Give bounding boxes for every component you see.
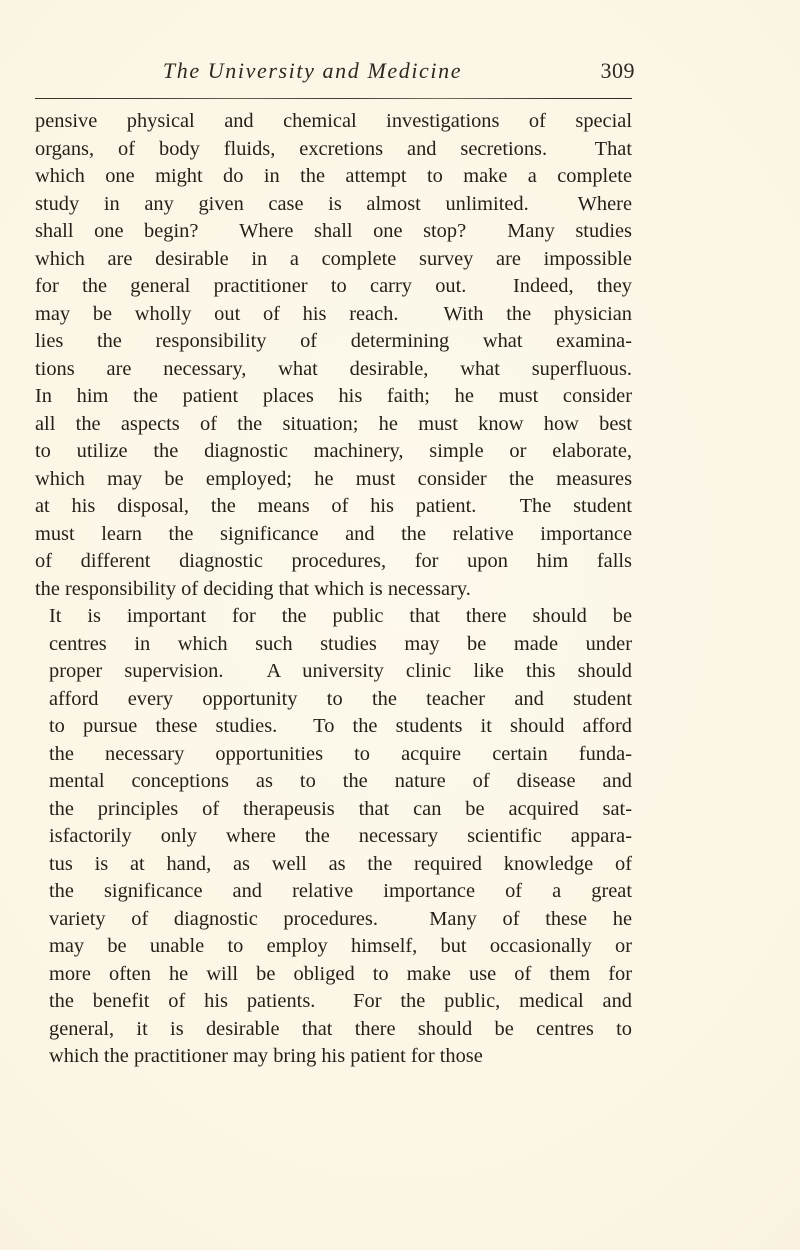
text-line: tions are necessary, what desirable, what superfluous.	[35, 357, 632, 380]
running-head	[35, 58, 635, 92]
text-line: tus is at hand, as well as the required knowledge of	[49, 852, 632, 875]
text-line: study in any given case is almost unlimited. Where	[35, 192, 632, 215]
paragraph-1	[35, 108, 632, 603]
header-rule	[35, 98, 632, 99]
text-line: organs, of body fluids, excretions and secretions. That	[35, 137, 632, 160]
text-line: mental conceptions as to the nature of disease and	[49, 770, 632, 792]
text-line: of different diagnostic procedures, for upon him falls	[35, 550, 632, 572]
text-line: must learn the significance and the relative importance	[35, 522, 632, 545]
text-line: the responsibility of deciding that which is necessary.	[35, 577, 471, 600]
text-line: shall one begin? Where shall one stop? Many studies	[35, 220, 632, 242]
running-head-title: The University and Medicine	[162, 58, 463, 83]
body-text	[35, 108, 632, 1071]
page-number: 309	[600, 58, 635, 83]
text-line: which the practitioner may bring his patient for those	[49, 1045, 483, 1067]
text-line: the benefit of his patients. For the public, medical and	[49, 990, 632, 1012]
text-line: may be wholly out of his reach. With the physician	[35, 302, 632, 325]
text-line: the necessary opportunities to acquire certain funda-	[49, 742, 632, 765]
text-line: proper supervision. A university clinic like this should	[49, 660, 632, 682]
text-line: the significance and relative importance of a great	[49, 880, 632, 902]
text-line: It is important for the public that there should be	[49, 605, 632, 627]
text-line: which are desirable in a complete survey are impossible	[35, 247, 632, 270]
text-line: to pursue these studies. To the students it should afford	[49, 715, 632, 737]
text-line: isfactorily only where the necessary scientific appara-	[49, 825, 632, 847]
text-line: which may be employed; he must consider the measures	[35, 467, 632, 490]
text-line: variety of diagnostic procedures. Many of these he	[49, 907, 632, 930]
text-line: centres in which such studies may be made under	[49, 632, 632, 655]
text-line: lies the responsibility of determining what examina-	[35, 330, 632, 352]
text-line: general, it is desirable that there should be centres to	[49, 1017, 632, 1040]
text-line: the principles of therapeusis that can be acquired sat-	[49, 797, 632, 820]
text-line: pensive physical and chemical investigations of special	[35, 110, 632, 132]
text-line: to utilize the diagnostic machinery, simple or elaborate,	[35, 440, 632, 462]
text-line: which one might do in the attempt to make a complete	[35, 165, 632, 187]
text-line: for the general practitioner to carry out. Indeed, they	[35, 275, 632, 297]
text-line: may be unable to employ himself, but occasionally or	[49, 935, 632, 957]
page-text-block	[35, 0, 635, 1250]
paragraph-2	[35, 603, 632, 1071]
text-line: at his disposal, the means of his patient. The student	[35, 495, 632, 517]
text-line: In him the patient places his faith; he must consider	[35, 385, 632, 407]
text-line: afford every opportunity to the teacher and student	[49, 687, 632, 710]
text-line: all the aspects of the situation; he must know how best	[35, 412, 632, 435]
text-line: more often he will be obliged to make use of them for	[49, 962, 632, 985]
